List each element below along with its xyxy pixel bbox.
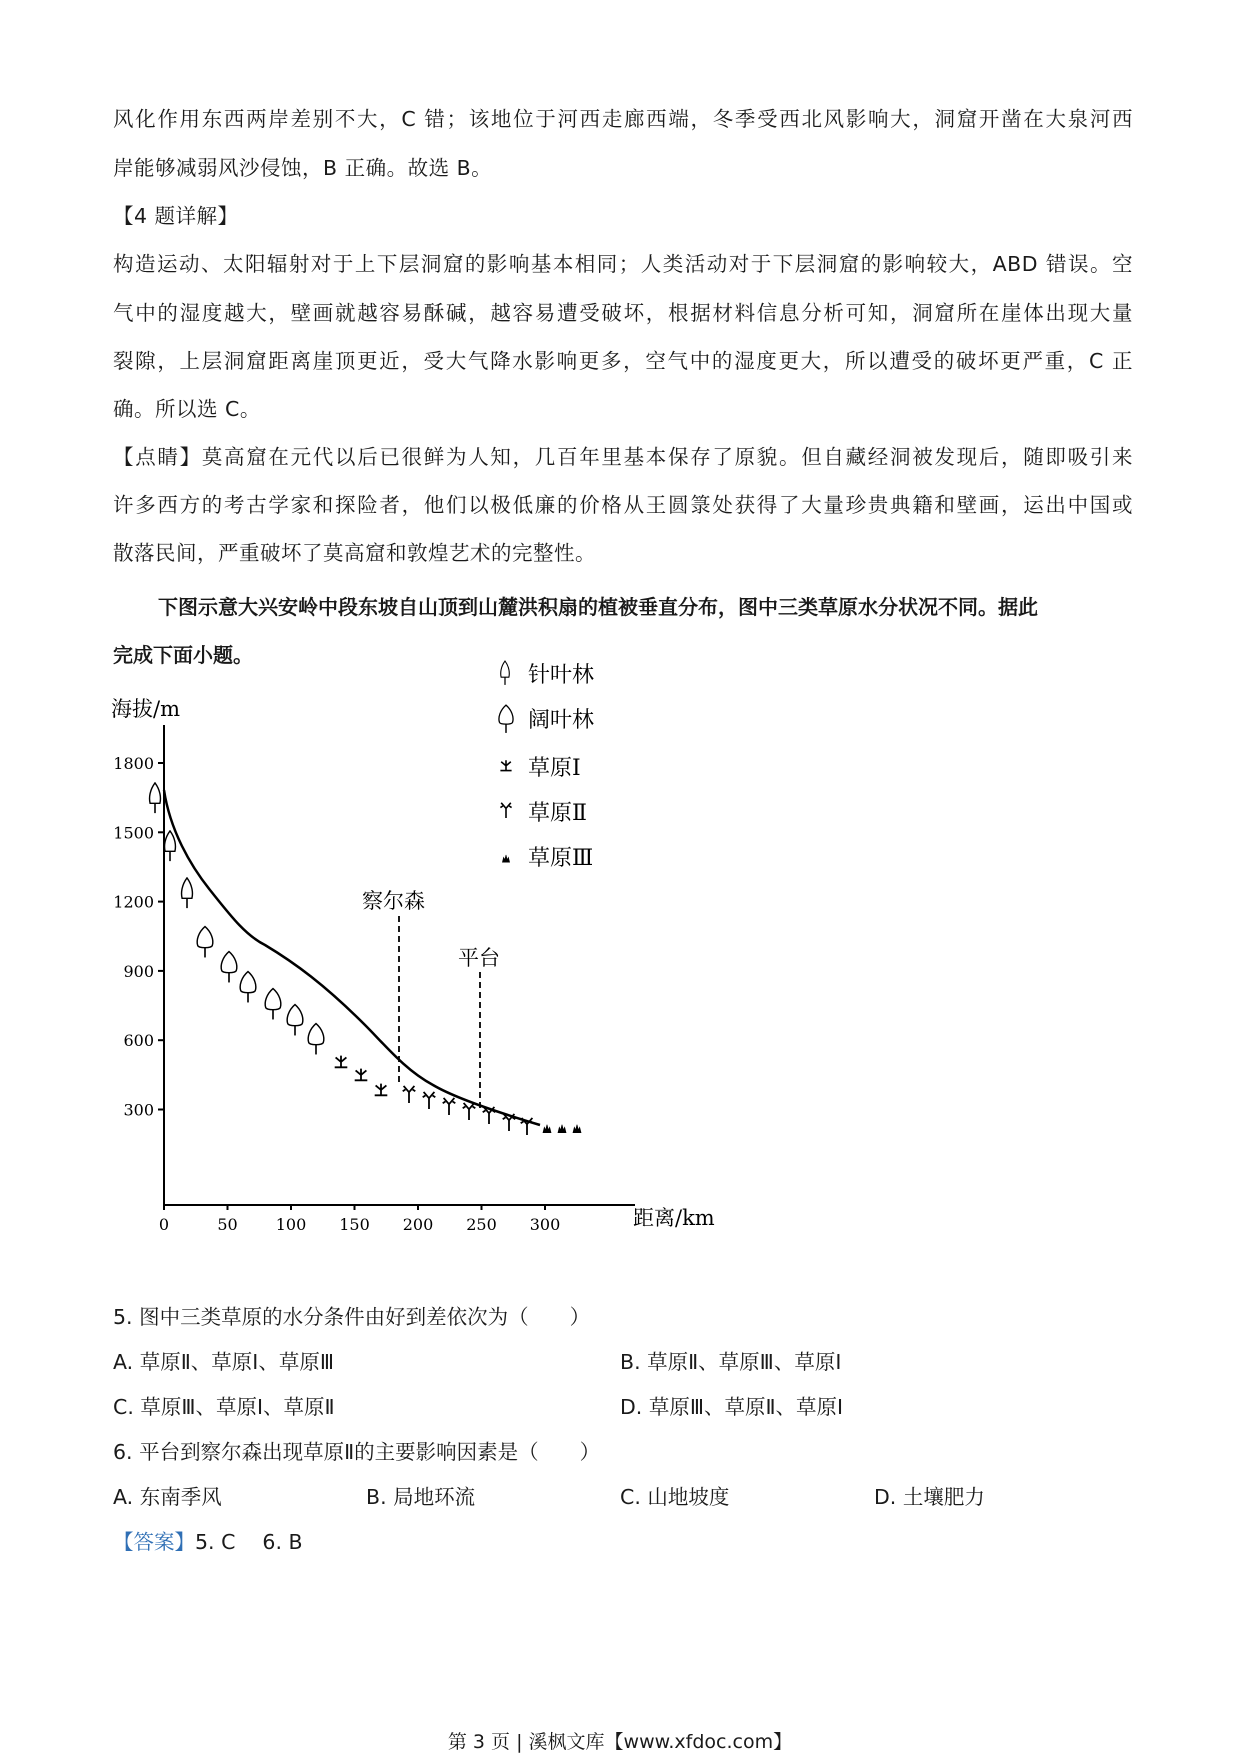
x-tick-label: 250 [466, 1215, 497, 1234]
y-tick-label: 1800 [113, 754, 154, 773]
grassland-3-icon [543, 1125, 551, 1133]
intro-line: 完成下面小题。 [113, 643, 253, 667]
y-tick-label: 900 [123, 961, 154, 981]
conifer-icon [182, 878, 193, 908]
question-6-option-b: B. 局地环流 [366, 1485, 476, 1509]
question-5-option-d: D. 草原Ⅲ、草原Ⅱ、草原Ⅰ [620, 1395, 844, 1419]
legend-label: 草原Ⅲ [528, 846, 594, 871]
grassland-1-icon [375, 1084, 388, 1096]
conifer-icon [150, 783, 161, 813]
text-line [113, 434, 1133, 481]
answer-text: 5. C 6. B [195, 1530, 303, 1554]
question-5-option-a: A. 草原Ⅱ、草原Ⅰ、草原Ⅲ [113, 1350, 334, 1374]
broadleaf-icon [240, 972, 256, 1003]
grassland-1-icon [335, 1056, 348, 1068]
legend [499, 661, 594, 871]
y-axis-label: 海拔/m [111, 697, 180, 721]
legend-label: 阔叶林 [528, 708, 595, 733]
text-line: 裂隙，上层洞窟距离崖顶更近，受大气降水影响更多，空气中的湿度更大，所以遭受的破坏更严重，C 正 [113, 349, 1133, 373]
text-line: 确。所以选 C。 [113, 397, 261, 421]
legend-label: 草原Ⅱ [528, 801, 587, 826]
annotation-chaersen: 察尔森 [362, 889, 425, 913]
answer-label: 【答案】 [113, 1530, 195, 1554]
question-5-option-b: B. 草原Ⅱ、草原Ⅲ、草原Ⅰ [620, 1350, 842, 1374]
conifer-icon [165, 831, 176, 861]
grassland-2-icon [423, 1092, 436, 1109]
question-6-option-a: A. 东南季风 [113, 1485, 222, 1509]
question-5-option-c: C. 草原Ⅲ、草原Ⅰ、草原Ⅱ [113, 1395, 335, 1419]
grassland-3-icon [573, 1125, 581, 1133]
legend-label: 草原Ⅰ [528, 756, 581, 781]
text-line: 散落民间，严重破坏了莫高窟和敦煌艺术的完整性。 [113, 541, 596, 565]
legend-grassland-3-icon [502, 855, 509, 862]
dianjing-label: 【点睛】 [113, 445, 202, 469]
x-tick-label: 0 [158, 1215, 170, 1234]
question-6-option-d: D. 土壤肥力 [874, 1485, 985, 1509]
y-tick-label: 300 [123, 1100, 154, 1120]
broadleaf-icon [265, 989, 281, 1020]
x-axis-label: 距离/km [633, 1206, 715, 1230]
broadleaf-icon [287, 1005, 303, 1036]
text-line: 岸能够减弱风沙侵蚀，B 正确。故选 B。 [113, 156, 493, 180]
legend-grassland-1-icon [500, 760, 511, 770]
intro-line: 下图示意大兴安岭中段东坡自山顶到山麓洪积扇的植被垂直分布，图中三类草原水分状况不同。据此 [158, 595, 1038, 619]
grassland-1-icon [355, 1069, 368, 1081]
y-tick-label: 600 [123, 1031, 154, 1051]
x-tick-label: 100 [275, 1215, 307, 1234]
text-line: 构造运动、太阳辐射对于上下层洞窟的影响基本相同；人类活动对于下层洞窟的影响较大，ABD 错误。空 [113, 252, 1133, 276]
legend-label: 针叶林 [528, 663, 595, 688]
section-heading: 【4 题详解】 [113, 204, 239, 228]
legend-broadleaf-icon [499, 705, 513, 733]
legend-grassland-2-icon [500, 803, 511, 818]
question-5-stem: 5. 图中三类草原的水分条件由好到差依次为（ ） [113, 1305, 591, 1329]
x-tick-label: 200 [402, 1215, 434, 1234]
page-footer: 第 3 页 | 溪枫文库【www.xfdoc.com】 [447, 1731, 793, 1753]
broadleaf-icon [197, 927, 213, 958]
question-6-option-c: C. 山地坡度 [620, 1485, 730, 1509]
x-tick-label: 150 [339, 1215, 370, 1234]
x-tick-label: 50 [217, 1215, 238, 1234]
y-tick-label: 1500 [113, 823, 154, 843]
broadleaf-icon [221, 952, 237, 983]
grassland-3-icon [558, 1125, 566, 1133]
x-tick-label: 300 [529, 1215, 561, 1234]
annotation-platform: 平台 [458, 946, 500, 970]
vegetation-profile-figure [100, 663, 740, 1240]
text-line: 风化作用东西两岸差别不大，C 错；该地位于河西走廊西端，冬季受西北风影响大，洞窟开凿在大泉河西 [113, 107, 1133, 131]
text-line: 许多西方的考古学家和探险者，他们以极低廉的价格从王圆箓处获得了大量珍贵典籍和壁画，运出中国或 [113, 493, 1133, 517]
dianjing-text: 莫高窟在元代以后已很鲜为人知，几百年里基本保存了原貌。但自藏经洞被发现后，随即吸引来 [201, 445, 1134, 469]
grassland-2-icon [463, 1103, 476, 1120]
y-tick-label: 1200 [113, 892, 154, 912]
grassland-2-icon [443, 1098, 456, 1115]
text-line: 气中的湿度越大，壁画就越容易酥碱，越容易遭受破坏，根据材料信息分析可知，洞窟所在崖体出现大量 [113, 301, 1133, 325]
question-6-stem: 6. 平台到察尔森出现草原Ⅱ的主要影响因素是（ ） [113, 1440, 601, 1464]
answer-line [113, 1527, 303, 1557]
grassland-2-icon [403, 1086, 416, 1103]
broadleaf-icon [308, 1024, 324, 1055]
